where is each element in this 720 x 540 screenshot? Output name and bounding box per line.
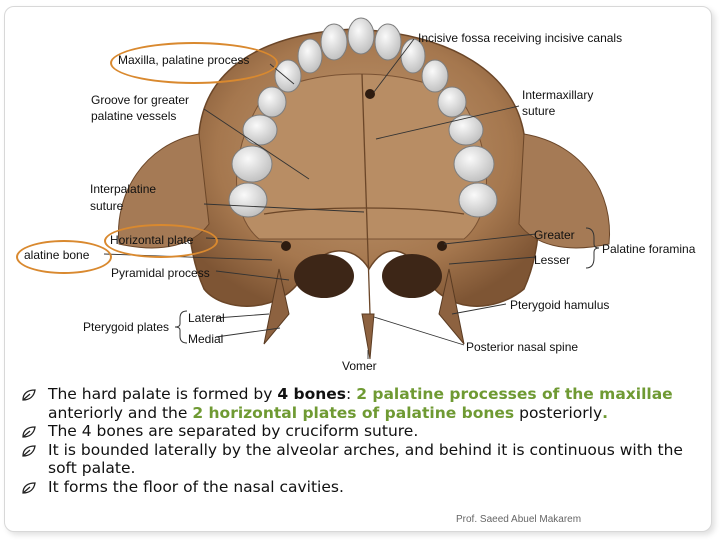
author-credit: Prof. Saeed Abuel Makarem [456, 514, 582, 525]
bullet1-palatine-processes: 2 palatine processes of the maxillae [356, 385, 673, 403]
label-intermaxillary-line1: Intermaxillary [522, 88, 594, 102]
bullet2-text: The 4 bones are separated by cruciform suture. [48, 422, 419, 440]
bullet-item-bones [20, 385, 700, 422]
label-interpalatine-line2: suture [90, 199, 124, 213]
bullet-item-nasal-floor [20, 478, 700, 497]
highlight-oval-horizontal-plate [104, 224, 218, 258]
bullet1-four-bones: 4 bones [277, 385, 347, 403]
label-incisive-fossa: Incisive fossa receiving incisive canals [418, 31, 623, 45]
label-pterygoid-plates: Pterygoid plates [83, 320, 170, 334]
label-horizontal-plate: Horizontal plate [110, 233, 194, 247]
label-medial: Medial [188, 332, 224, 346]
bullet1-text-e: anteriorly and the [48, 403, 193, 422]
label-lesser: Lesser [534, 253, 571, 267]
bullet-list [20, 385, 700, 496]
label-pterygoid-hamulus: Pterygoid hamulus [510, 298, 610, 312]
bullet1-text-a: The hard palate is formed by [48, 385, 278, 403]
label-maxilla-palatine-process: Maxilla, palatine process [118, 53, 250, 67]
bullet-item-boundaries [20, 441, 700, 478]
bullet-marker-icon [22, 445, 36, 457]
label-greater: Greater [534, 228, 575, 242]
bullet-marker-icon [22, 426, 36, 438]
hard-palate-illustration [24, 14, 696, 372]
bullet3-text: It is bounded laterally by the alveolar arches, and behind it is continuous with the soft palate. [48, 440, 683, 477]
label-palatine-bone: alatine bone [24, 248, 90, 262]
label-interpalatine-line1: Interpalatine [90, 182, 157, 196]
bullet-marker-icon [22, 389, 36, 401]
bullet-item-suture [20, 422, 700, 441]
bullet1-text-g: posteriorly [514, 403, 603, 422]
bullet1-horizontal-plates: 2 horizontal plates of palatine bones [192, 403, 515, 422]
bullet-marker-icon [22, 482, 36, 494]
label-pyramidal-process: Pyramidal process [111, 266, 210, 280]
label-lateral: Lateral [188, 311, 225, 325]
label-groove-line1: Groove for greater [91, 93, 190, 107]
label-posterior-nasal-spine: Posterior nasal spine [466, 340, 579, 354]
bullet1-text-c: : [346, 385, 357, 403]
bullet1-period: . [602, 403, 609, 422]
highlight-oval-palatine-bone [16, 240, 112, 274]
label-palatine-foramina: Palatine foramina [602, 242, 696, 256]
label-vomer: Vomer [342, 359, 377, 373]
highlight-oval-maxilla [110, 42, 278, 84]
bullet4-text: It forms the floor of the nasal cavities. [48, 477, 344, 496]
label-intermaxillary-line2: suture [522, 104, 556, 118]
label-groove-line2: palatine vessels [91, 109, 177, 123]
